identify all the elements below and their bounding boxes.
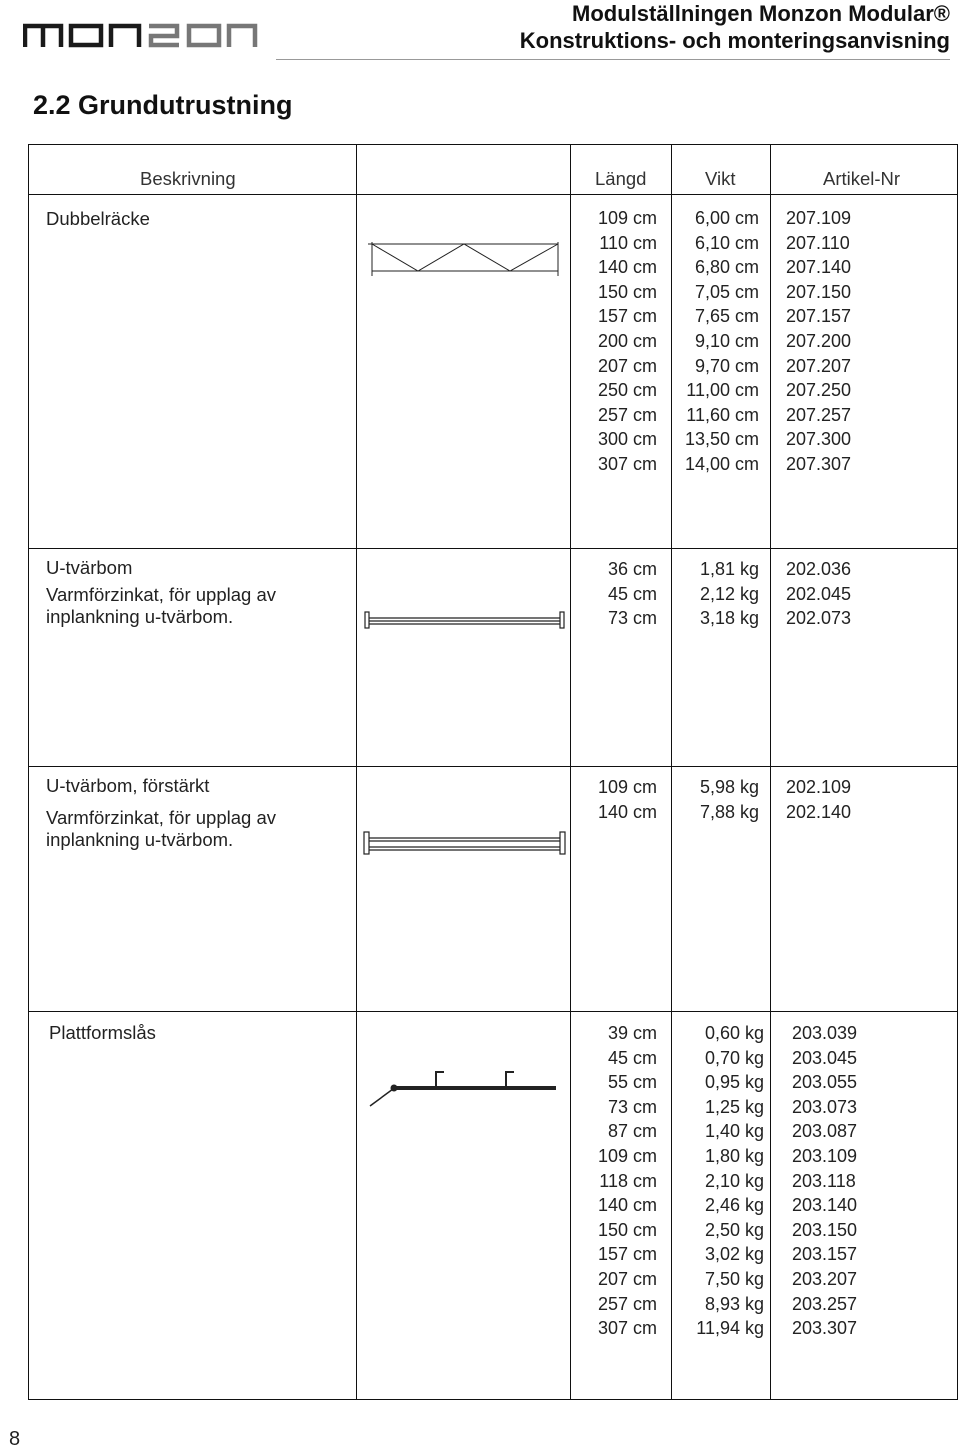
row-divider xyxy=(28,766,958,767)
monzon-logo xyxy=(23,22,259,48)
header-title-line1: Modulställningen Monzon Modular® xyxy=(572,1,950,26)
column-divider xyxy=(770,144,771,1400)
row-articles: 202.036 202.045 202.073 xyxy=(786,559,852,629)
row-name: U-tvärbom, förstärkt xyxy=(46,775,210,796)
header-article: Artikel-Nr xyxy=(823,168,901,189)
row-weights: 0,60 kg 0,70 kg 0,95 kg 1,25 kg 1,40 kg 1,80 kg 2,10 kg 2,46 kg 2,50 kg 3,02 kg 7,50 kg 8,93 kg 11,94 kg xyxy=(696,1023,764,1339)
section-title: 2.2 Grundutrustning xyxy=(33,90,293,120)
row-name: Plattformslås xyxy=(49,1022,156,1043)
row-name: Dubbelräcke xyxy=(46,208,150,229)
row-articles: 202.109 202.140 xyxy=(786,777,852,822)
row-lengths: 109 cm 110 cm 140 cm 150 cm 157 cm 200 cm 207 cm 250 cm 257 cm 300 cm 307 cm xyxy=(597,208,657,474)
document-header xyxy=(520,0,950,54)
header-rule xyxy=(276,59,950,60)
row-articles: 207.109 207.110 207.140 207.150 207.157 207.200 207.207 207.250 207.257 207.300 207.307 xyxy=(786,208,852,474)
header-weight: Vikt xyxy=(705,168,736,189)
header-description: Beskrivning xyxy=(140,168,236,189)
header-title-line2: Konstruktions- och monteringsanvisning xyxy=(519,28,950,53)
header-divider xyxy=(28,194,958,195)
row-lengths: 109 cm 140 cm xyxy=(597,777,657,822)
page-number: 8 xyxy=(9,1428,21,1450)
u-ledger-illustration xyxy=(360,606,570,634)
row-lengths: 39 cm 45 cm 55 cm 73 cm 87 cm 109 cm 118 cm 140 cm 150 cm 157 cm 207 cm 257 cm 307 cm xyxy=(597,1023,657,1339)
platform-lock-illustration xyxy=(366,1066,562,1112)
header-length: Längd xyxy=(595,168,647,189)
row-lengths: 36 cm 45 cm 73 cm xyxy=(607,559,657,629)
row-weights: 6,00 cm 6,10 cm 6,80 cm 7,05 cm 7,65 cm 9,10 cm 9,70 cm 11,00 cm 11,60 cm 13,50 cm 14,00 cm xyxy=(684,208,759,474)
column-divider xyxy=(356,144,357,1400)
row-weights: 1,81 kg 2,12 kg 3,18 kg xyxy=(699,559,759,629)
reinforced-u-ledger-illustration xyxy=(360,828,570,858)
double-guardrail-illustration xyxy=(366,240,566,280)
row-description: Varmförzinkat, för upplag av inplankning u-tvärbom. xyxy=(46,584,276,627)
column-divider xyxy=(671,144,672,1400)
column-divider xyxy=(570,144,571,1400)
row-description: Varmförzinkat, för upplag av inplankning u-tvärbom. xyxy=(46,807,276,850)
row-divider xyxy=(28,1011,958,1012)
row-articles: 203.039 203.045 203.055 203.073 203.087 203.109 203.118 203.140 203.150 203.157 203.207 203.257 203.307 xyxy=(792,1023,858,1339)
row-name: U-tvärbom xyxy=(46,557,133,578)
row-divider xyxy=(28,548,958,549)
row-weights: 5,98 kg 7,88 kg xyxy=(699,777,759,822)
